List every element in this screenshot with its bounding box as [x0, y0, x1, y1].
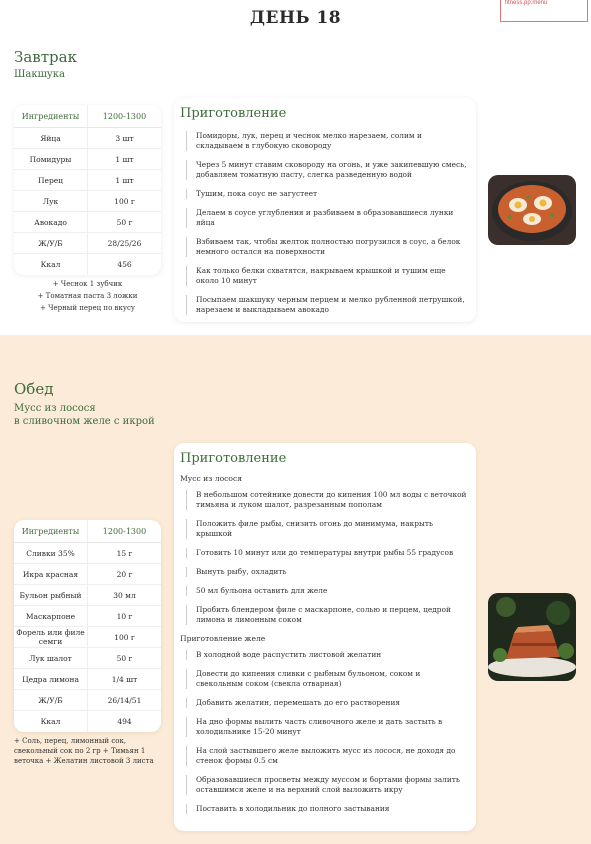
- breakfast-title: Завтрак: [14, 48, 77, 66]
- breakfast-extras: [14, 278, 161, 314]
- step-item: На дно формы вылить часть сливочного желе и дать застыть в холодильнике 15-20 минут: [186, 717, 468, 737]
- table-row: [14, 627, 161, 648]
- table-row: [14, 711, 161, 732]
- ingredient-amount: 15 г: [88, 543, 162, 564]
- ingredient-amount: 20 г: [88, 564, 162, 585]
- table-row: [14, 543, 161, 564]
- ingredient-amount: 100 г: [88, 191, 162, 212]
- table-row: [14, 254, 161, 275]
- column-header-ingredients: Ингредиенты: [14, 105, 88, 128]
- ingredient-amount: 26/14/51: [88, 690, 162, 711]
- table-row: [14, 149, 161, 170]
- lunch-subtitle: Мусс из лосося: [14, 403, 96, 414]
- step-item: Как только белки схватятся, накрываем крышкой и тушим еще около 10 минут: [186, 266, 468, 286]
- ingredient-name: Яйца: [14, 128, 88, 149]
- step-list: [180, 650, 468, 814]
- ingredient-amount: 30 мл: [88, 585, 162, 606]
- step-item: Довести до кипения сливки с рыбным бульоном, соком и свекольным соком (свекла отварная): [186, 669, 468, 689]
- table-row: [14, 191, 161, 212]
- step-item: В холодной воде распустить листовой желатин: [186, 650, 468, 660]
- column-header-calories: 1200-1300: [88, 105, 162, 128]
- ingredient-amount: 100 г: [88, 627, 162, 648]
- ingredient-amount: 10 г: [88, 606, 162, 627]
- ingredient-name: Форель или филе семги: [14, 627, 88, 648]
- table-row: [14, 648, 161, 669]
- ingredient-amount: 456: [88, 254, 162, 275]
- table-row: [14, 669, 161, 690]
- shakshuka-photo: [488, 175, 576, 245]
- ingredient-amount: 1 шт: [88, 149, 162, 170]
- step-item: Тушим, пока соус не загустеет: [186, 189, 468, 199]
- step-item: Готовить 10 минут или до температуры внутри рыбы 55 градусов: [186, 548, 468, 558]
- lunch-ingredients-table: [14, 520, 161, 732]
- salmon-mousse-photo: [488, 593, 576, 681]
- breakfast-ingredients-table: [14, 105, 161, 275]
- ingredient-name: Лук: [14, 191, 88, 212]
- step-item: Поставить в холодильник до полного застывания: [186, 804, 468, 814]
- ingredient-name: Ккал: [14, 711, 88, 732]
- column-header-ingredients: Ингредиенты: [14, 520, 88, 543]
- day-title: ДЕНЬ 18: [249, 8, 342, 28]
- ingredient-amount: 50 г: [88, 212, 162, 233]
- preparation-title: Приготовление: [180, 451, 287, 466]
- step-item: Делаем в соусе углубления и разбиваем в образовавшиеся лунки яйца: [186, 208, 468, 228]
- preparation-title: Приготовление: [180, 106, 287, 121]
- step-item: В небольшом сотейнике довести до кипения 100 мл воды с веточкой тимьяна и луком шалот, разрезанным пополам: [186, 490, 468, 510]
- ingredient-name: Цедра лимона: [14, 669, 88, 690]
- step-item: Посыпаем шакшуку черным перцем и мелко рубленной петрушкой, нарезаем и выкладываем авокадо: [186, 295, 468, 315]
- ingredients-table: [14, 105, 161, 275]
- table-row: [14, 690, 161, 711]
- step-item: Пробить блендером филе с маскарпоне, солью и перцем, цедрой лимона и лимонным соком: [186, 605, 468, 625]
- table-row: [14, 170, 161, 191]
- table-row: [14, 128, 161, 149]
- step-item: Через 5 минут ставим сковороду на огонь, и уже закипевшую смесь, добавляем томатную пасту, слегка разведенную водой: [186, 160, 468, 180]
- ingredient-amount: 1/4 шт: [88, 669, 162, 690]
- ingredient-name: Ккал: [14, 254, 88, 275]
- ingredient-name: Лук шалот: [14, 648, 88, 669]
- breakfast-preparation: [174, 98, 476, 322]
- table-row: [14, 606, 161, 627]
- ingredient-amount: 28/25/26: [88, 233, 162, 254]
- ingredient-amount: 1 шт: [88, 170, 162, 191]
- step-item: На слой застывшего желе выложить мусс из лосося, не доходя до стенок формы 0.5 см: [186, 746, 468, 766]
- table-row: [14, 585, 161, 606]
- step-item: 50 мл бульона оставить для желе: [186, 586, 468, 596]
- step-item: Вынуть рыбу, охладить: [186, 567, 468, 577]
- ingredient-name: Помидуры: [14, 149, 88, 170]
- lunch-preparation: [174, 443, 476, 831]
- column-header-calories: 1200-1300: [88, 520, 162, 543]
- step-item: Добавить желатин, перемешать до его растворения: [186, 698, 468, 708]
- ingredient-amount: 494: [88, 711, 162, 732]
- ingredient-amount: 50 г: [88, 648, 162, 669]
- extra-ingredient: + Чеснок 1 зубчик: [52, 280, 123, 288]
- extra-ingredient: + Томатная паста 3 ложки: [37, 292, 138, 300]
- ingredient-name: Авокадо: [14, 212, 88, 233]
- step-item: Взбиваем так, чтобы желток полностью погрузился в соус, а белок немного остался на поверхности: [186, 237, 468, 257]
- table-row: [14, 212, 161, 233]
- ingredient-name: Ж/У/Б: [14, 233, 88, 254]
- ingredient-name: Сливки 35%: [14, 543, 88, 564]
- ingredient-name: Бульон рыбный: [14, 585, 88, 606]
- breakfast-subtitle: Шакшука: [14, 69, 66, 80]
- section-title-mousse: Мусс из лосося: [180, 474, 243, 483]
- step-item: Образовавшиеся просветы между муссом и бортами формы залить оставшимся желе и на верхний слой выложить икру: [186, 775, 468, 795]
- corner-tag: fitness.pp.menu: [500, 0, 588, 22]
- ingredient-amount: 3 шт: [88, 128, 162, 149]
- table-row: [14, 564, 161, 585]
- step-list: [180, 131, 468, 315]
- lunch-subtitle-2: в сливочном желе с икрой: [14, 416, 155, 427]
- table-row: [14, 233, 161, 254]
- step-item: Помидоры, лук, перец и чеснок мелко нарезаем, солим и складываем в глубокую сковороду: [186, 131, 468, 151]
- extra-ingredient: + Черный перец по вкусу: [40, 304, 135, 312]
- ingredient-name: Икра красная: [14, 564, 88, 585]
- ingredient-name: Ж/У/Б: [14, 690, 88, 711]
- section-title-jelly: Приготовление желе: [180, 634, 266, 643]
- step-item: Положить филе рыбы, снизить огонь до минимума, накрыть крышкой: [186, 519, 468, 539]
- step-list: [180, 490, 468, 625]
- lunch-title: Обед: [14, 380, 54, 398]
- ingredient-name: Маскарпоне: [14, 606, 88, 627]
- ingredients-table: [14, 520, 161, 732]
- ingredient-name: Перец: [14, 170, 88, 191]
- lunch-extras: + Соль, перец, лимонный сок, свекольный сок по 2 гр + Тимьян 1 веточка + Желатин листовой 3 листа: [14, 737, 154, 765]
